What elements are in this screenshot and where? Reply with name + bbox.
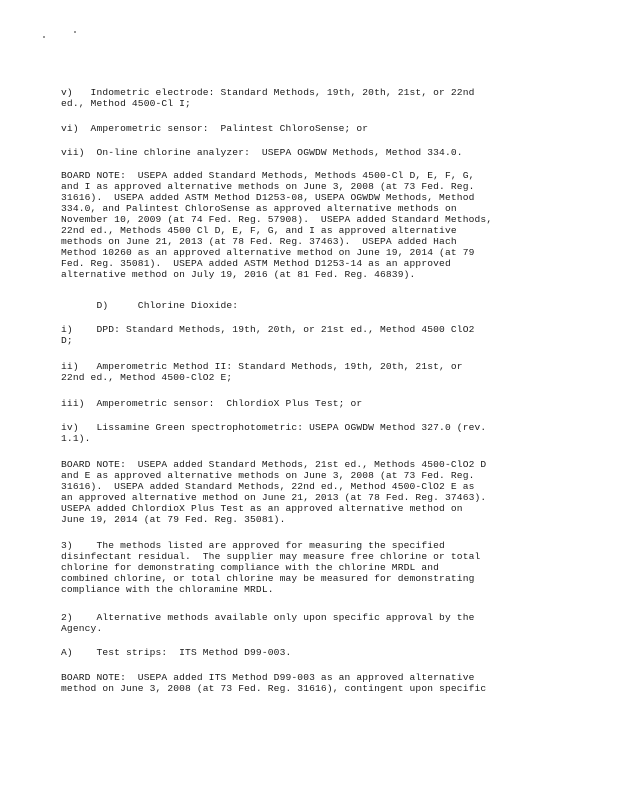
text-line: vi) Amperometric sensor: Palintest ChloroSense; or bbox=[61, 123, 369, 134]
text-line: BOARD NOTE: USEPA added ITS Method D99-003 as an approved alternative bbox=[61, 672, 475, 683]
text-line: chlorine for demonstrating compliance with the chlorine MRDL and bbox=[61, 562, 440, 573]
text-line: June 19, 2014 (at 79 Fed. Reg. 35081). bbox=[61, 514, 286, 525]
text-line: disinfectant residual. The supplier may measure free chlorine or total bbox=[61, 551, 481, 562]
text-line: 22nd ed., Method 4500-ClO2 E; bbox=[61, 372, 233, 383]
text-line: 31616). USEPA added ASTM Method D1253-08, USEPA OGWDW Methods, Method bbox=[61, 192, 475, 203]
text-line: 2) Alternative methods available only upon specific approval by the bbox=[61, 612, 475, 623]
text-line: 1.1). bbox=[61, 433, 91, 444]
text-line: Agency. bbox=[61, 623, 103, 634]
text-line: vii) On-line chlorine analyzer: USEPA OGWDW Methods, Method 334.0. bbox=[61, 147, 463, 158]
text-line: ii) Amperometric Method II: Standard Methods, 19th, 20th, 21st, or bbox=[61, 361, 463, 372]
text-line: USEPA added ChlordioX Plus Test as an approved alternative method on bbox=[61, 503, 463, 514]
text-line: iii) Amperometric sensor: ChlordioX Plus Test; or bbox=[61, 398, 363, 409]
scan-speck bbox=[74, 31, 76, 33]
text-line: ed., Method 4500-Cl I; bbox=[61, 98, 191, 109]
text-line: 22nd ed., Methods 4500 Cl D, E, F, G, and I as approved alternative bbox=[61, 225, 457, 236]
text-line: 334.0, and Palintest ChloroSense as approved alternative methods on bbox=[61, 203, 457, 214]
text-line: and E as approved alternative methods on June 3, 2008 (at 73 Fed. Reg. bbox=[61, 470, 475, 481]
text-line: Fed. Reg. 35081). USEPA added ASTM Method D1253-14 as an approved bbox=[61, 258, 451, 269]
text-line: v) Indometric electrode: Standard Methods, 19th, 20th, 21st, or 22nd bbox=[61, 87, 475, 98]
text-line: method on June 3, 2008 (at 73 Fed. Reg. 31616), contingent upon specific bbox=[61, 683, 487, 694]
text-line: A) Test strips: ITS Method D99-003. bbox=[61, 647, 292, 658]
text-line: D) Chlorine Dioxide: bbox=[61, 300, 239, 311]
text-line: D; bbox=[61, 335, 73, 346]
text-line: methods on June 21, 2013 (at 78 Fed. Reg. 37463). USEPA added Hach bbox=[61, 236, 457, 247]
text-line: compliance with the chloramine MRDL. bbox=[61, 584, 274, 595]
text-line: i) DPD: Standard Methods, 19th, 20th, or 21st ed., Method 4500 ClO2 bbox=[61, 324, 475, 335]
text-line: BOARD NOTE: USEPA added Standard Methods, Methods 4500-Cl D, E, F, G, bbox=[61, 170, 475, 181]
text-line: alternative method on July 19, 2016 (at 81 Fed. Reg. 46839). bbox=[61, 269, 416, 280]
text-line: 31616). USEPA added Standard Methods, 22nd ed., Method 4500-ClO2 E as bbox=[61, 481, 475, 492]
text-line: Method 10260 as an approved alternative method on June 19, 2014 (at 79 bbox=[61, 247, 475, 258]
text-line: an approved alternative method on June 21, 2013 (at 78 Fed. Reg. 37463). bbox=[61, 492, 487, 503]
text-line: and I as approved alternative methods on June 3, 2008 (at 73 Fed. Reg. bbox=[61, 181, 475, 192]
text-line: 3) The methods listed are approved for measuring the specified bbox=[61, 540, 445, 551]
text-line: BOARD NOTE: USEPA added Standard Methods, 21st ed., Methods 4500-ClO2 D bbox=[61, 459, 487, 470]
text-line: combined chlorine, or total chlorine may be measured for demonstrating bbox=[61, 573, 475, 584]
text-line: November 10, 2009 (at 74 Fed. Reg. 57908). USEPA added Standard Methods, bbox=[61, 214, 493, 225]
scan-speck bbox=[43, 36, 45, 38]
text-line: iv) Lissamine Green spectrophotometric: USEPA OGWDW Method 327.0 (rev. bbox=[61, 422, 487, 433]
